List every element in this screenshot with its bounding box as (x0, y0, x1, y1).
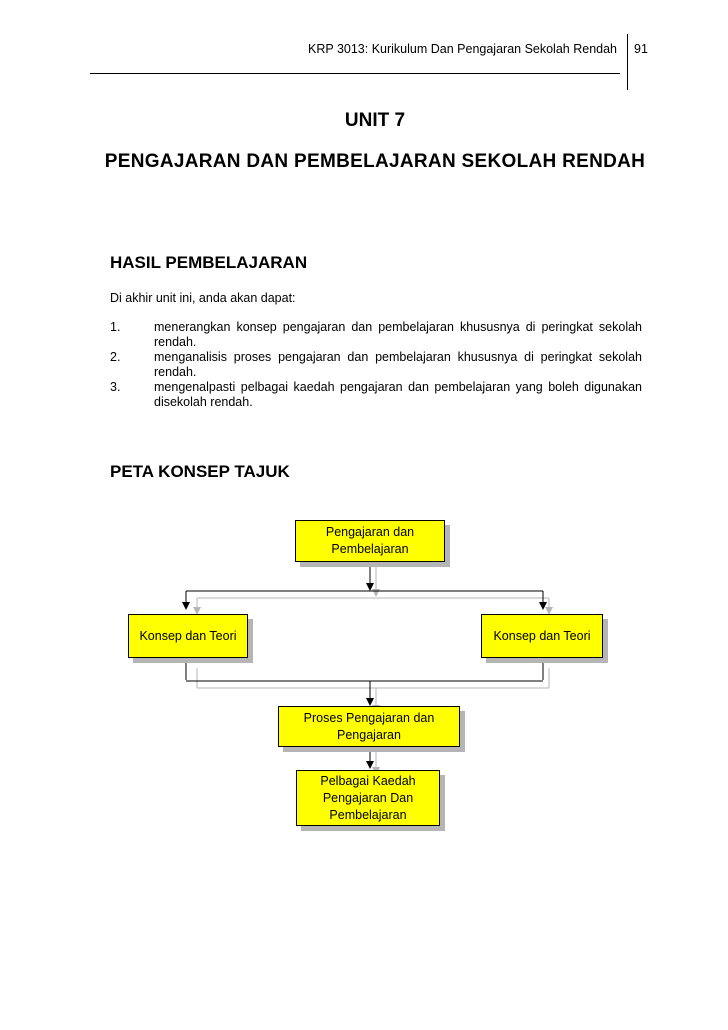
page-number: 91 (634, 42, 648, 56)
concept-map-heading: PETA KONSEP TAJUK (110, 462, 290, 481)
item-text: menganalisis proses pengajaran dan pembelajaran khususnya di peringkat sekolah rendah. (154, 350, 642, 379)
outcomes-intro: Di akhir unit ini, anda akan dapat: (110, 291, 296, 305)
item-number: 1. (110, 320, 121, 334)
item-text: menerangkan konsep pengajaran dan pembelajaran khususnya di peringkat sekolah rendah. (154, 320, 642, 349)
item-number: 2. (110, 350, 121, 364)
unit-title: UNIT 7 (344, 110, 406, 131)
node-konsep-teori-right: Konsep dan Teori (481, 614, 603, 658)
node-pelbagai-kaedah: Pelbagai Kaedah Pengajaran Dan Pembelajaran (296, 770, 440, 826)
item-number: 3. (110, 380, 121, 394)
running-header-title: KRP 3013: Kurikulum Dan Pengajaran Sekolah Rendah (308, 42, 617, 56)
outcomes-heading: HASIL PEMBELAJARAN (110, 253, 308, 272)
node-konsep-teori-left: Konsep dan Teori (128, 614, 248, 658)
node-proses-pengajaran: Proses Pengajaran dan Pengajaran (278, 706, 460, 747)
main-title: PENGAJARAN DAN PEMBELAJARAN SEKOLAH RENDAH (104, 151, 646, 172)
item-text: mengenalpasti pelbagai kaedah pengajaran dan pembelajaran yang boleh digunakan disekolah rendah. (154, 380, 642, 409)
node-pengajaran-pembelajaran: Pengajaran dan Pembelajaran (295, 520, 445, 562)
